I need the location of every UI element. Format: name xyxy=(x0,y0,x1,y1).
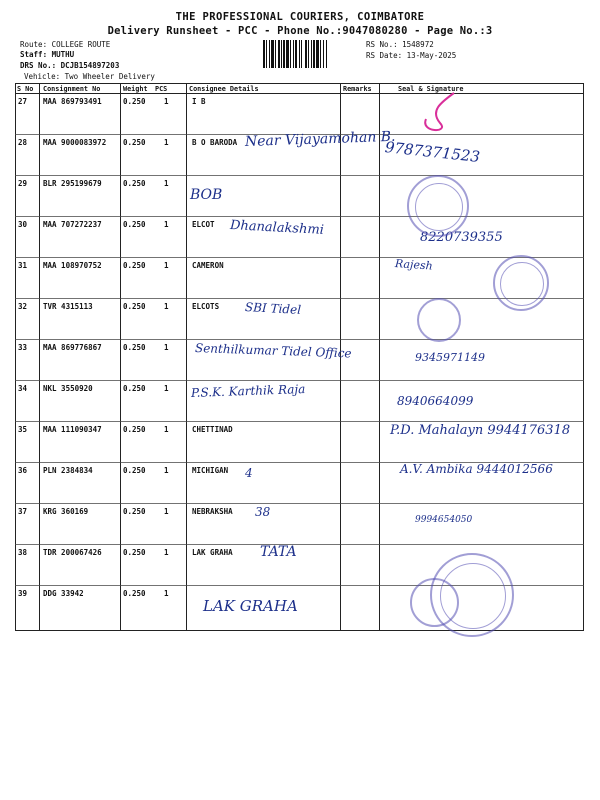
col-header-sno: S No xyxy=(17,85,34,93)
row-weight: 0.250 xyxy=(123,507,146,516)
rs-date: RS Date: 13-May-2025 xyxy=(366,51,457,60)
vehicle-label: Vehicle: Two Wheeler Delivery xyxy=(24,72,155,81)
row-consignment-no: MAA 108970752 xyxy=(43,261,102,270)
row-consignee: MICHIGAN xyxy=(192,466,229,475)
row-pcs: 1 xyxy=(164,343,169,352)
row-handwritten-note: Dhanalakshmi xyxy=(229,218,325,238)
row-handwritten-note: BOB xyxy=(190,187,223,203)
row-consignment-no: DDG 33942 xyxy=(43,589,84,598)
seal-stamp xyxy=(493,255,549,311)
pink-pen-mark xyxy=(410,89,470,137)
row-consignee: ELCOTS xyxy=(192,302,220,311)
row-handwritten-note: Senthilkumar Tidel Office xyxy=(194,341,352,361)
row-weight: 0.250 xyxy=(123,179,146,188)
row-pcs: 1 xyxy=(164,220,169,229)
seal-stamp xyxy=(407,175,469,237)
runsheet-table xyxy=(15,83,584,631)
seal-stamp xyxy=(417,298,461,342)
row-sno: 39 xyxy=(18,589,28,598)
col-header-consignment: Consignment No xyxy=(43,85,101,93)
row-consignee: CAMERON xyxy=(192,261,224,270)
row-consignment-no: TDR 200067426 xyxy=(43,548,102,557)
row-handwritten-note: LAK GRAHA xyxy=(203,597,298,615)
row-consignee: LAK GRAHA xyxy=(192,548,233,557)
row-weight: 0.250 xyxy=(123,97,146,106)
col-header-seal: Seal & Signature xyxy=(398,85,464,93)
row-sno: 28 xyxy=(18,138,28,147)
row-signature: Rajesh xyxy=(394,257,434,273)
row-weight: 0.250 xyxy=(123,220,146,229)
row-weight: 0.250 xyxy=(123,343,146,352)
row-pcs: 1 xyxy=(164,548,169,557)
row-consignment-no: NKL 3550920 xyxy=(43,384,93,393)
row-consignment-no: KRG 360169 xyxy=(43,507,89,516)
row-sno: 37 xyxy=(18,507,28,516)
route-label: Route: COLLEGE ROUTE xyxy=(20,40,111,49)
seal-stamp xyxy=(410,578,459,627)
row-consignment-no: MAA 111090347 xyxy=(43,425,102,434)
row-consignee: ELCOT xyxy=(192,220,215,229)
row-weight: 0.250 xyxy=(123,548,146,557)
row-sno: 29 xyxy=(18,179,28,188)
row-pcs: 1 xyxy=(164,138,169,147)
row-consignment-no: TVR 4315113 xyxy=(43,302,93,311)
row-consignment-no: MAA 869793491 xyxy=(43,97,102,106)
row-signature: 9787371523 xyxy=(384,138,481,166)
row-signature: P.D. Mahalayn 9944176318 xyxy=(390,423,571,438)
row-sno: 33 xyxy=(18,343,28,352)
row-consignee: I B xyxy=(192,97,206,106)
row-sno: 36 xyxy=(18,466,28,475)
row-weight: 0.250 xyxy=(123,589,146,598)
row-consignee: NEBRAKSHA xyxy=(192,507,233,516)
col-header-consignee: Consignee Details xyxy=(189,85,259,93)
row-handwritten-note: TATA xyxy=(260,544,297,560)
row-consignment-no: BLR 295199679 xyxy=(43,179,102,188)
row-pcs: 1 xyxy=(164,589,169,598)
rs-number: RS No.: 1548972 xyxy=(366,40,434,49)
row-handwritten-note: Near Vijayamohan B. xyxy=(244,128,396,150)
row-sno: 35 xyxy=(18,425,28,434)
row-sno: 27 xyxy=(18,97,28,106)
row-pcs: 1 xyxy=(164,507,169,516)
row-pcs: 1 xyxy=(164,466,169,475)
row-signature: 9994654050 xyxy=(415,515,473,525)
col-header-weight: Weight xyxy=(123,85,148,93)
row-weight: 0.250 xyxy=(123,384,146,393)
row-weight: 0.250 xyxy=(123,466,146,475)
row-signature: 8220739355 xyxy=(420,230,503,245)
col-header-pcs: PCS xyxy=(155,85,168,93)
row-sno: 32 xyxy=(18,302,28,311)
row-handwritten-note: SBI Tidel xyxy=(244,300,302,317)
row-weight: 0.250 xyxy=(123,138,146,147)
row-consignee: B O BARODA xyxy=(192,138,238,147)
row-sno: 31 xyxy=(18,261,28,270)
col-header-remarks: Remarks xyxy=(343,85,372,93)
row-sno: 30 xyxy=(18,220,28,229)
row-signature: A.V. Ambika 9444012566 xyxy=(400,462,553,476)
row-consignment-no: MAA 869776867 xyxy=(43,343,102,352)
row-handwritten-note: 4 xyxy=(245,466,253,480)
row-pcs: 1 xyxy=(164,425,169,434)
row-sno: 38 xyxy=(18,548,28,557)
row-handwritten-note: P.S.K. Karthik Raja xyxy=(190,382,306,400)
row-pcs: 1 xyxy=(164,384,169,393)
row-handwritten-note: 38 xyxy=(255,505,271,519)
row-pcs: 1 xyxy=(164,97,169,106)
row-signature: 9345971149 xyxy=(415,351,485,364)
row-weight: 0.250 xyxy=(123,302,146,311)
company-title: THE PROFESSIONAL COURIERS, COIMBATORE xyxy=(175,11,425,23)
barcode xyxy=(263,40,355,68)
staff-label: Staff: MUTHU xyxy=(20,50,75,59)
row-weight: 0.250 xyxy=(123,425,146,434)
row-consignment-no: MAA 9000083972 xyxy=(43,138,107,147)
row-consignee: CHETTINAD xyxy=(192,425,233,434)
row-pcs: 1 xyxy=(164,302,169,311)
row-pcs: 1 xyxy=(164,179,169,188)
drs-number: DRS No.: DCJB154897203 xyxy=(20,61,120,70)
row-pcs: 1 xyxy=(164,261,169,270)
row-signature: 8940664099 xyxy=(397,394,474,408)
row-sno: 34 xyxy=(18,384,28,393)
row-consignment-no: PLN 2384834 xyxy=(43,466,93,475)
row-weight: 0.250 xyxy=(123,261,146,270)
row-consignment-no: MAA 707272237 xyxy=(43,220,102,229)
runsheet-subtitle: Delivery Runsheet - PCC - Phone No.:9047080280 - Page No.:3 xyxy=(107,25,493,37)
